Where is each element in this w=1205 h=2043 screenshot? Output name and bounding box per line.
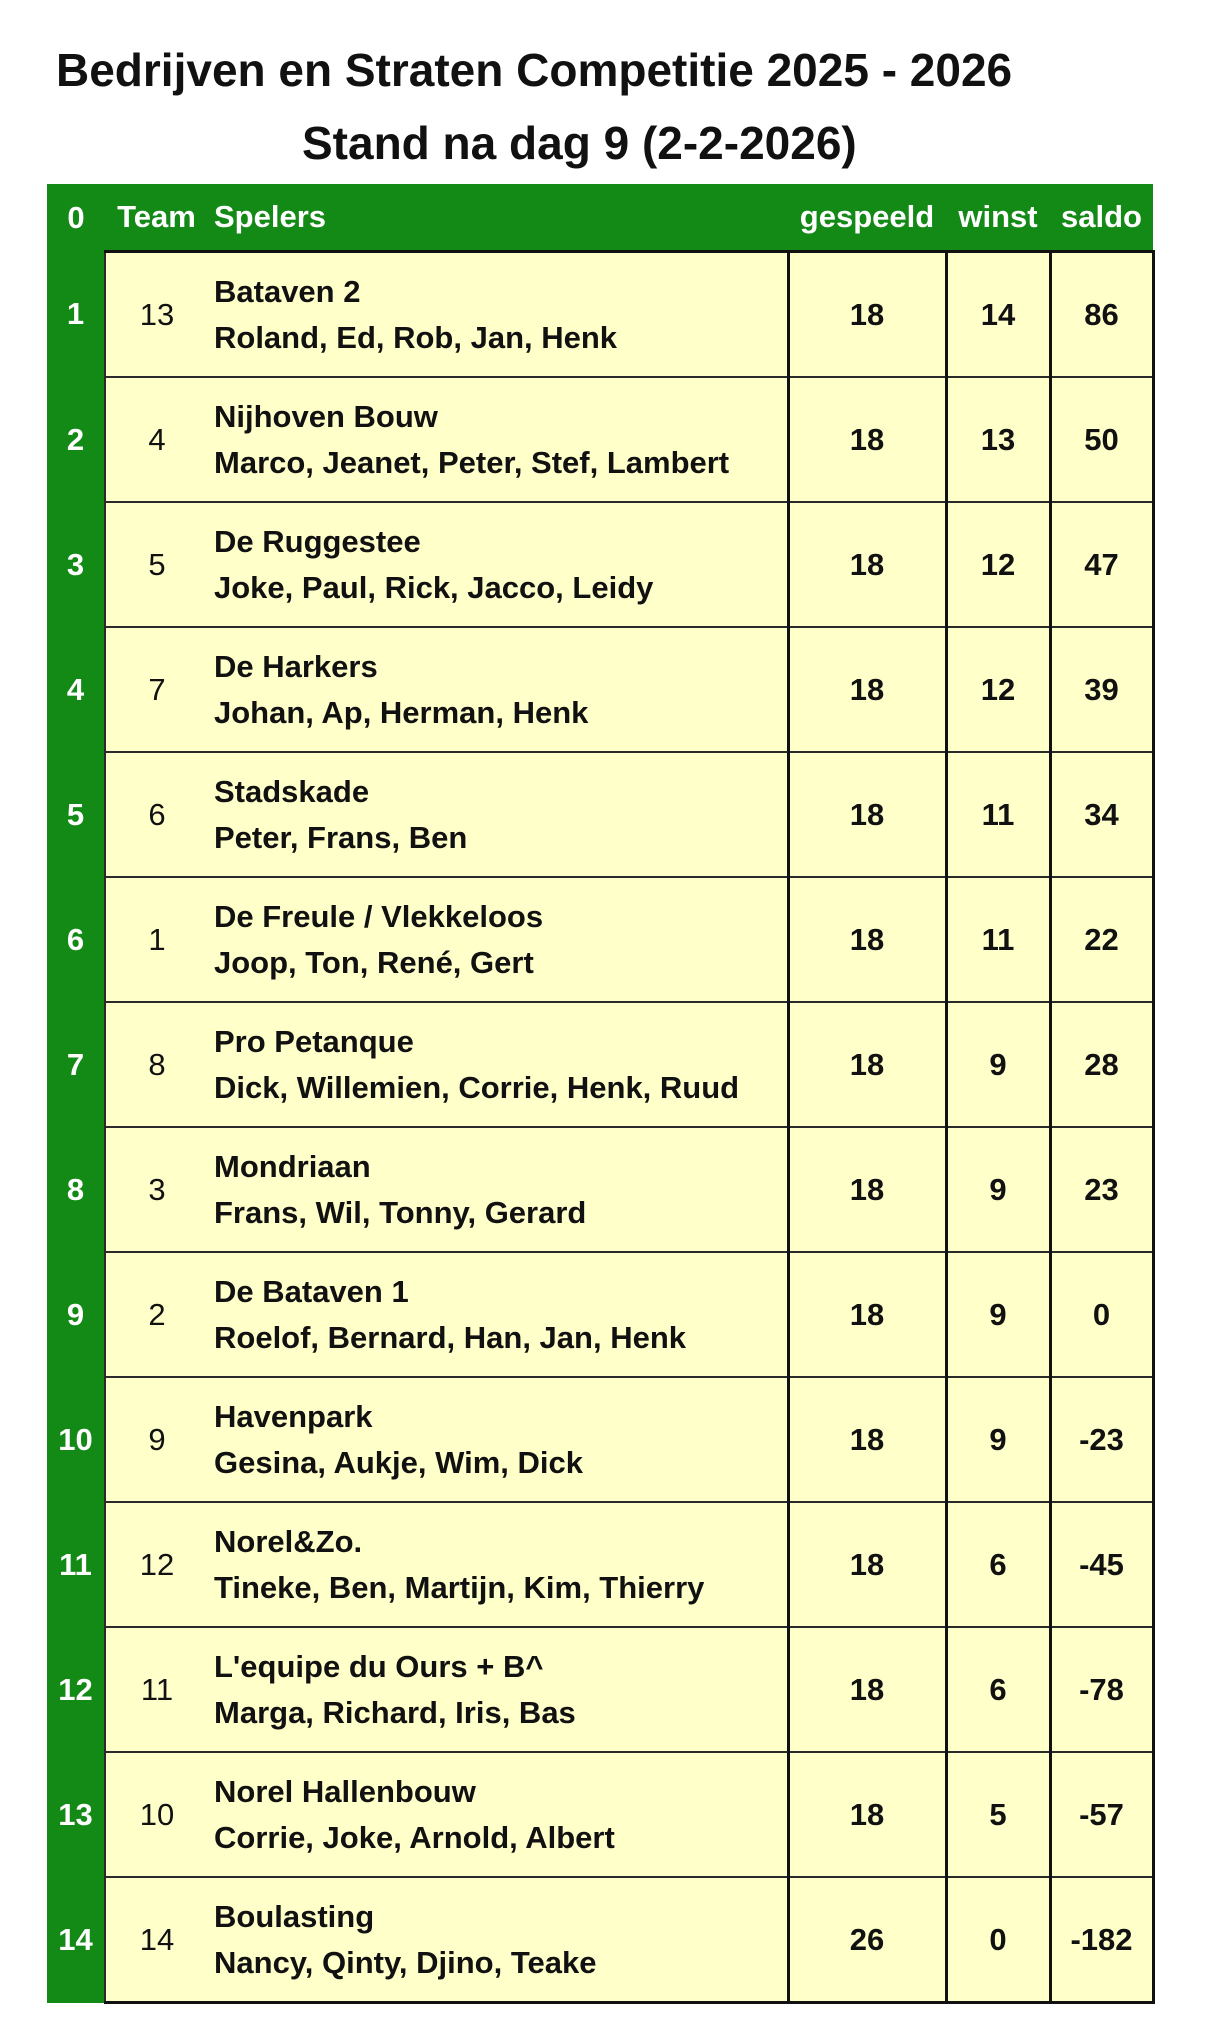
won-cell: 12 [946,627,1050,752]
saldo-cell: -57 [1050,1752,1153,1877]
team-number-cell: 12 [105,1502,208,1627]
won-cell: 9 [946,1002,1050,1127]
saldo-cell: -78 [1050,1627,1153,1752]
table-row [47,1752,1153,1877]
saldo-cell: 86 [1050,252,1153,378]
player-list: Roelof, Bernard, Han, Jan, Henk [214,1319,686,1355]
table-row [47,1627,1153,1752]
player-list: Roland, Ed, Rob, Jan, Henk [214,319,618,355]
team-number-cell: 4 [105,377,208,502]
team-number-cell: 7 [105,627,208,752]
rank-cell: 3 [47,502,105,627]
played-cell: 18 [788,752,946,877]
table-row [47,752,1153,877]
played-cell: 18 [788,1127,946,1252]
team-number-cell: 10 [105,1752,208,1877]
rank-cell: 4 [47,627,105,752]
header-saldo: saldo [1050,184,1153,252]
team-name: De Ruggestee [214,523,421,559]
played-cell: 18 [788,877,946,1002]
player-list: Frans, Wil, Tonny, Gerard [214,1194,587,1230]
title-line-1: Bedrijven en Straten Competitie 2025 - 2026 [56,44,1013,96]
saldo-cell: 28 [1050,1002,1153,1127]
played-cell: 18 [788,377,946,502]
saldo-cell: 39 [1050,627,1153,752]
team-number-cell: 14 [105,1877,208,2003]
players-cell [208,1502,788,1627]
team-name: De Freule / Vlekkeloos [214,898,544,934]
saldo-cell: 34 [1050,752,1153,877]
player-list: Joke, Paul, Rick, Jacco, Leidy [214,569,654,605]
team-name: De Bataven 1 [214,1273,409,1309]
header-team: Team [105,184,208,252]
won-cell: 9 [946,1252,1050,1377]
table-row [47,1377,1153,1502]
rank-cell: 6 [47,877,105,1002]
player-list: Peter, Frans, Ben [214,819,468,855]
player-list: Gesina, Aukje, Wim, Dick [214,1444,583,1480]
table-row [47,1502,1153,1627]
saldo-cell: -182 [1050,1877,1153,2003]
saldo-cell: -23 [1050,1377,1153,1502]
table-row [47,1002,1153,1127]
players-cell [208,1377,788,1502]
players-cell [208,252,788,378]
player-list: Marga, Richard, Iris, Bas [214,1694,576,1730]
players-cell [208,1627,788,1752]
team-name: L'equipe du Ours + B^ [214,1648,544,1684]
won-cell: 6 [946,1627,1050,1752]
won-cell: 9 [946,1377,1050,1502]
saldo-cell: -45 [1050,1502,1153,1627]
won-cell: 11 [946,752,1050,877]
rank-cell: 2 [47,377,105,502]
team-name: Nijhoven Bouw [214,398,438,434]
played-cell: 18 [788,502,946,627]
team-number-cell: 8 [105,1002,208,1127]
won-cell: 6 [946,1502,1050,1627]
table-row [47,877,1153,1002]
won-cell: 13 [946,377,1050,502]
played-cell: 18 [788,1377,946,1502]
table-row [47,627,1153,752]
played-cell: 18 [788,1502,946,1627]
title-line-2: Stand na dag 9 (2-2-2026) [302,117,857,169]
team-name: Norel Hallenbouw [214,1773,476,1809]
player-list: Corrie, Joke, Arnold, Albert [214,1819,615,1855]
player-list: Tineke, Ben, Martijn, Kim, Thierry [214,1569,705,1605]
played-cell: 18 [788,1252,946,1377]
header-won: winst [946,184,1050,252]
header-row [47,184,1153,252]
won-cell: 14 [946,252,1050,378]
saldo-cell: 23 [1050,1127,1153,1252]
players-cell [208,502,788,627]
team-number-cell: 2 [105,1252,208,1377]
played-cell: 18 [788,1002,946,1127]
won-cell: 5 [946,1752,1050,1877]
players-cell [208,627,788,752]
table-row [47,377,1153,502]
player-list: Joop, Ton, René, Gert [214,944,534,980]
won-cell: 12 [946,502,1050,627]
team-number-cell: 9 [105,1377,208,1502]
header-players: Spelers [208,184,788,252]
rank-cell: 5 [47,752,105,877]
saldo-cell: 47 [1050,502,1153,627]
rank-cell: 9 [47,1252,105,1377]
players-cell [208,1002,788,1127]
table-row [47,1877,1153,2003]
team-name: Norel&Zo. [214,1523,363,1559]
players-cell [208,752,788,877]
played-cell: 18 [788,1752,946,1877]
team-number-cell: 11 [105,1627,208,1752]
team-name: De Harkers [214,648,378,684]
team-name: Mondriaan [214,1148,371,1184]
rank-cell: 8 [47,1127,105,1252]
rank-cell: 11 [47,1502,105,1627]
players-cell [208,1752,788,1877]
player-list: Dick, Willemien, Corrie, Henk, Ruud [214,1069,740,1105]
table-row [47,252,1153,378]
rank-cell: 1 [47,252,105,378]
table-row [47,502,1153,627]
saldo-cell: 50 [1050,377,1153,502]
saldo-cell: 0 [1050,1252,1153,1377]
player-list: Johan, Ap, Herman, Henk [214,694,589,730]
team-name: Havenpark [214,1398,373,1434]
rank-cell: 10 [47,1377,105,1502]
team-number-cell: 1 [105,877,208,1002]
played-cell: 18 [788,252,946,378]
team-number-cell: 6 [105,752,208,877]
table-body [47,252,1153,2003]
player-list: Marco, Jeanet, Peter, Stef, Lambert [214,444,730,480]
header-rank: 0 [47,184,105,252]
players-cell [208,1877,788,2003]
players-cell [208,877,788,1002]
table-row [47,1252,1153,1377]
team-number-cell: 5 [105,502,208,627]
rank-cell: 14 [47,1877,105,2003]
won-cell: 11 [946,877,1050,1002]
saldo-cell: 22 [1050,877,1153,1002]
won-cell: 9 [946,1127,1050,1252]
team-number-cell: 13 [105,252,208,378]
team-name: Bataven 2 [214,273,361,309]
table-row [47,1127,1153,1252]
table-header [47,184,1153,252]
played-cell: 18 [788,1627,946,1752]
player-list: Nancy, Qinty, Djino, Teake [214,1944,597,1980]
played-cell: 18 [788,627,946,752]
team-number-cell: 3 [105,1127,208,1252]
players-cell [208,377,788,502]
rank-cell: 12 [47,1627,105,1752]
rank-cell: 13 [47,1752,105,1877]
header-played: gespeeld [788,184,946,252]
players-cell [208,1127,788,1252]
played-cell: 26 [788,1877,946,2003]
rank-cell: 7 [47,1002,105,1127]
team-name: Pro Petanque [214,1023,414,1059]
team-name: Boulasting [214,1898,375,1934]
standings-table [47,184,1155,2004]
won-cell: 0 [946,1877,1050,2003]
players-cell [208,1252,788,1377]
team-name: Stadskade [214,773,370,809]
